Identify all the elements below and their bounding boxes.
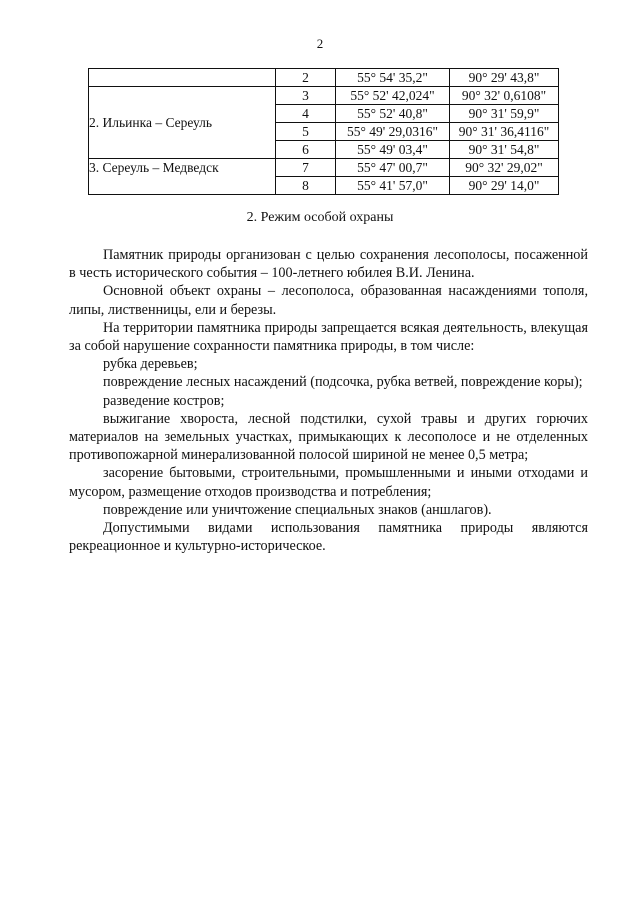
coordinates-table bbox=[88, 68, 559, 195]
table-cell-point: 2 bbox=[276, 69, 336, 87]
table-cell-longitude: 90° 31' 36,4116" bbox=[450, 123, 559, 141]
table-cell-point: 7 bbox=[276, 159, 336, 177]
list-item: повреждение или уничтожение специальных знаков (аншлагов). bbox=[103, 501, 492, 518]
table-cell-latitude: 55° 49' 29,0316" bbox=[336, 123, 450, 141]
table-cell-point: 4 bbox=[276, 105, 336, 123]
paragraph: На территории памятника природы запрещается всякая деятельность, влекущая за собой нарушение сохранности памятника природы, в том числе: bbox=[69, 319, 588, 355]
table-row bbox=[89, 87, 559, 105]
table-cell-name: 3. Сереуль – Медведск bbox=[89, 159, 276, 195]
paragraph: Основной объект охраны – лесополоса, образованная насаждениями тополя, липы, лиственницы, ели и березы. bbox=[69, 283, 588, 318]
table-cell-latitude: 55° 52' 42,024" bbox=[336, 87, 450, 105]
table-cell-longitude: 90° 32' 29,02" bbox=[450, 159, 559, 177]
table-cell-name bbox=[89, 69, 276, 87]
table-cell-point: 3 bbox=[276, 87, 336, 105]
table-cell-latitude: 55° 54' 35,2" bbox=[336, 69, 450, 87]
table-cell-longitude: 90° 29' 43,8" bbox=[450, 69, 559, 87]
list-item: засорение бытовыми, строительными, промышленными и иными отходами и мусором, размещение отходов производства и потребления; bbox=[69, 465, 588, 500]
table-row bbox=[89, 159, 559, 177]
table-cell-longitude: 90° 32' 0,6108" bbox=[450, 87, 559, 105]
table-cell-latitude: 55° 49' 03,4" bbox=[336, 141, 450, 159]
paragraph: Памятник природы организован с целью сохранения лесополосы, посаженной в честь исторического события – 100-летнего юбилея В.И. Ленина. bbox=[69, 247, 588, 282]
table-row bbox=[89, 69, 559, 87]
table-cell-latitude: 55° 52' 40,8" bbox=[336, 105, 450, 123]
list-item: выжигание хвороста, лесной подстилки, сухой травы и других горючих материалов на земельных участках, примыкающих к лесополосе и не отделенных противопожарной минерализованной полосой шириной не менее 0,5 метра; bbox=[69, 410, 588, 464]
table-cell-latitude: 55° 47' 00,7" bbox=[336, 159, 450, 177]
list-item: разведение костров; bbox=[103, 392, 225, 409]
paragraph: Допустимыми видами использования памятника природы являются рекреационное и культурно-историческое. bbox=[69, 520, 588, 555]
table-cell-longitude: 90° 29' 14,0" bbox=[450, 177, 559, 195]
table-cell-point: 6 bbox=[276, 141, 336, 159]
table-cell-latitude: 55° 41' 57,0" bbox=[336, 177, 450, 195]
table-cell-longitude: 90° 31' 54,8" bbox=[450, 141, 559, 159]
section-title: 2. Режим особой охраны bbox=[246, 210, 394, 225]
page-number: 2 bbox=[316, 36, 324, 51]
table-cell-point: 5 bbox=[276, 123, 336, 141]
table-cell-point: 8 bbox=[276, 177, 336, 195]
body-text bbox=[69, 246, 588, 555]
list-item: повреждение лесных насаждений (подсочка, рубка ветвей, повреждение коры); bbox=[103, 374, 583, 391]
list-item: рубка деревьев; bbox=[103, 356, 198, 373]
table-cell-name: 2. Ильинка – Сереуль bbox=[89, 87, 276, 159]
table-cell-longitude: 90° 31' 59,9" bbox=[450, 105, 559, 123]
